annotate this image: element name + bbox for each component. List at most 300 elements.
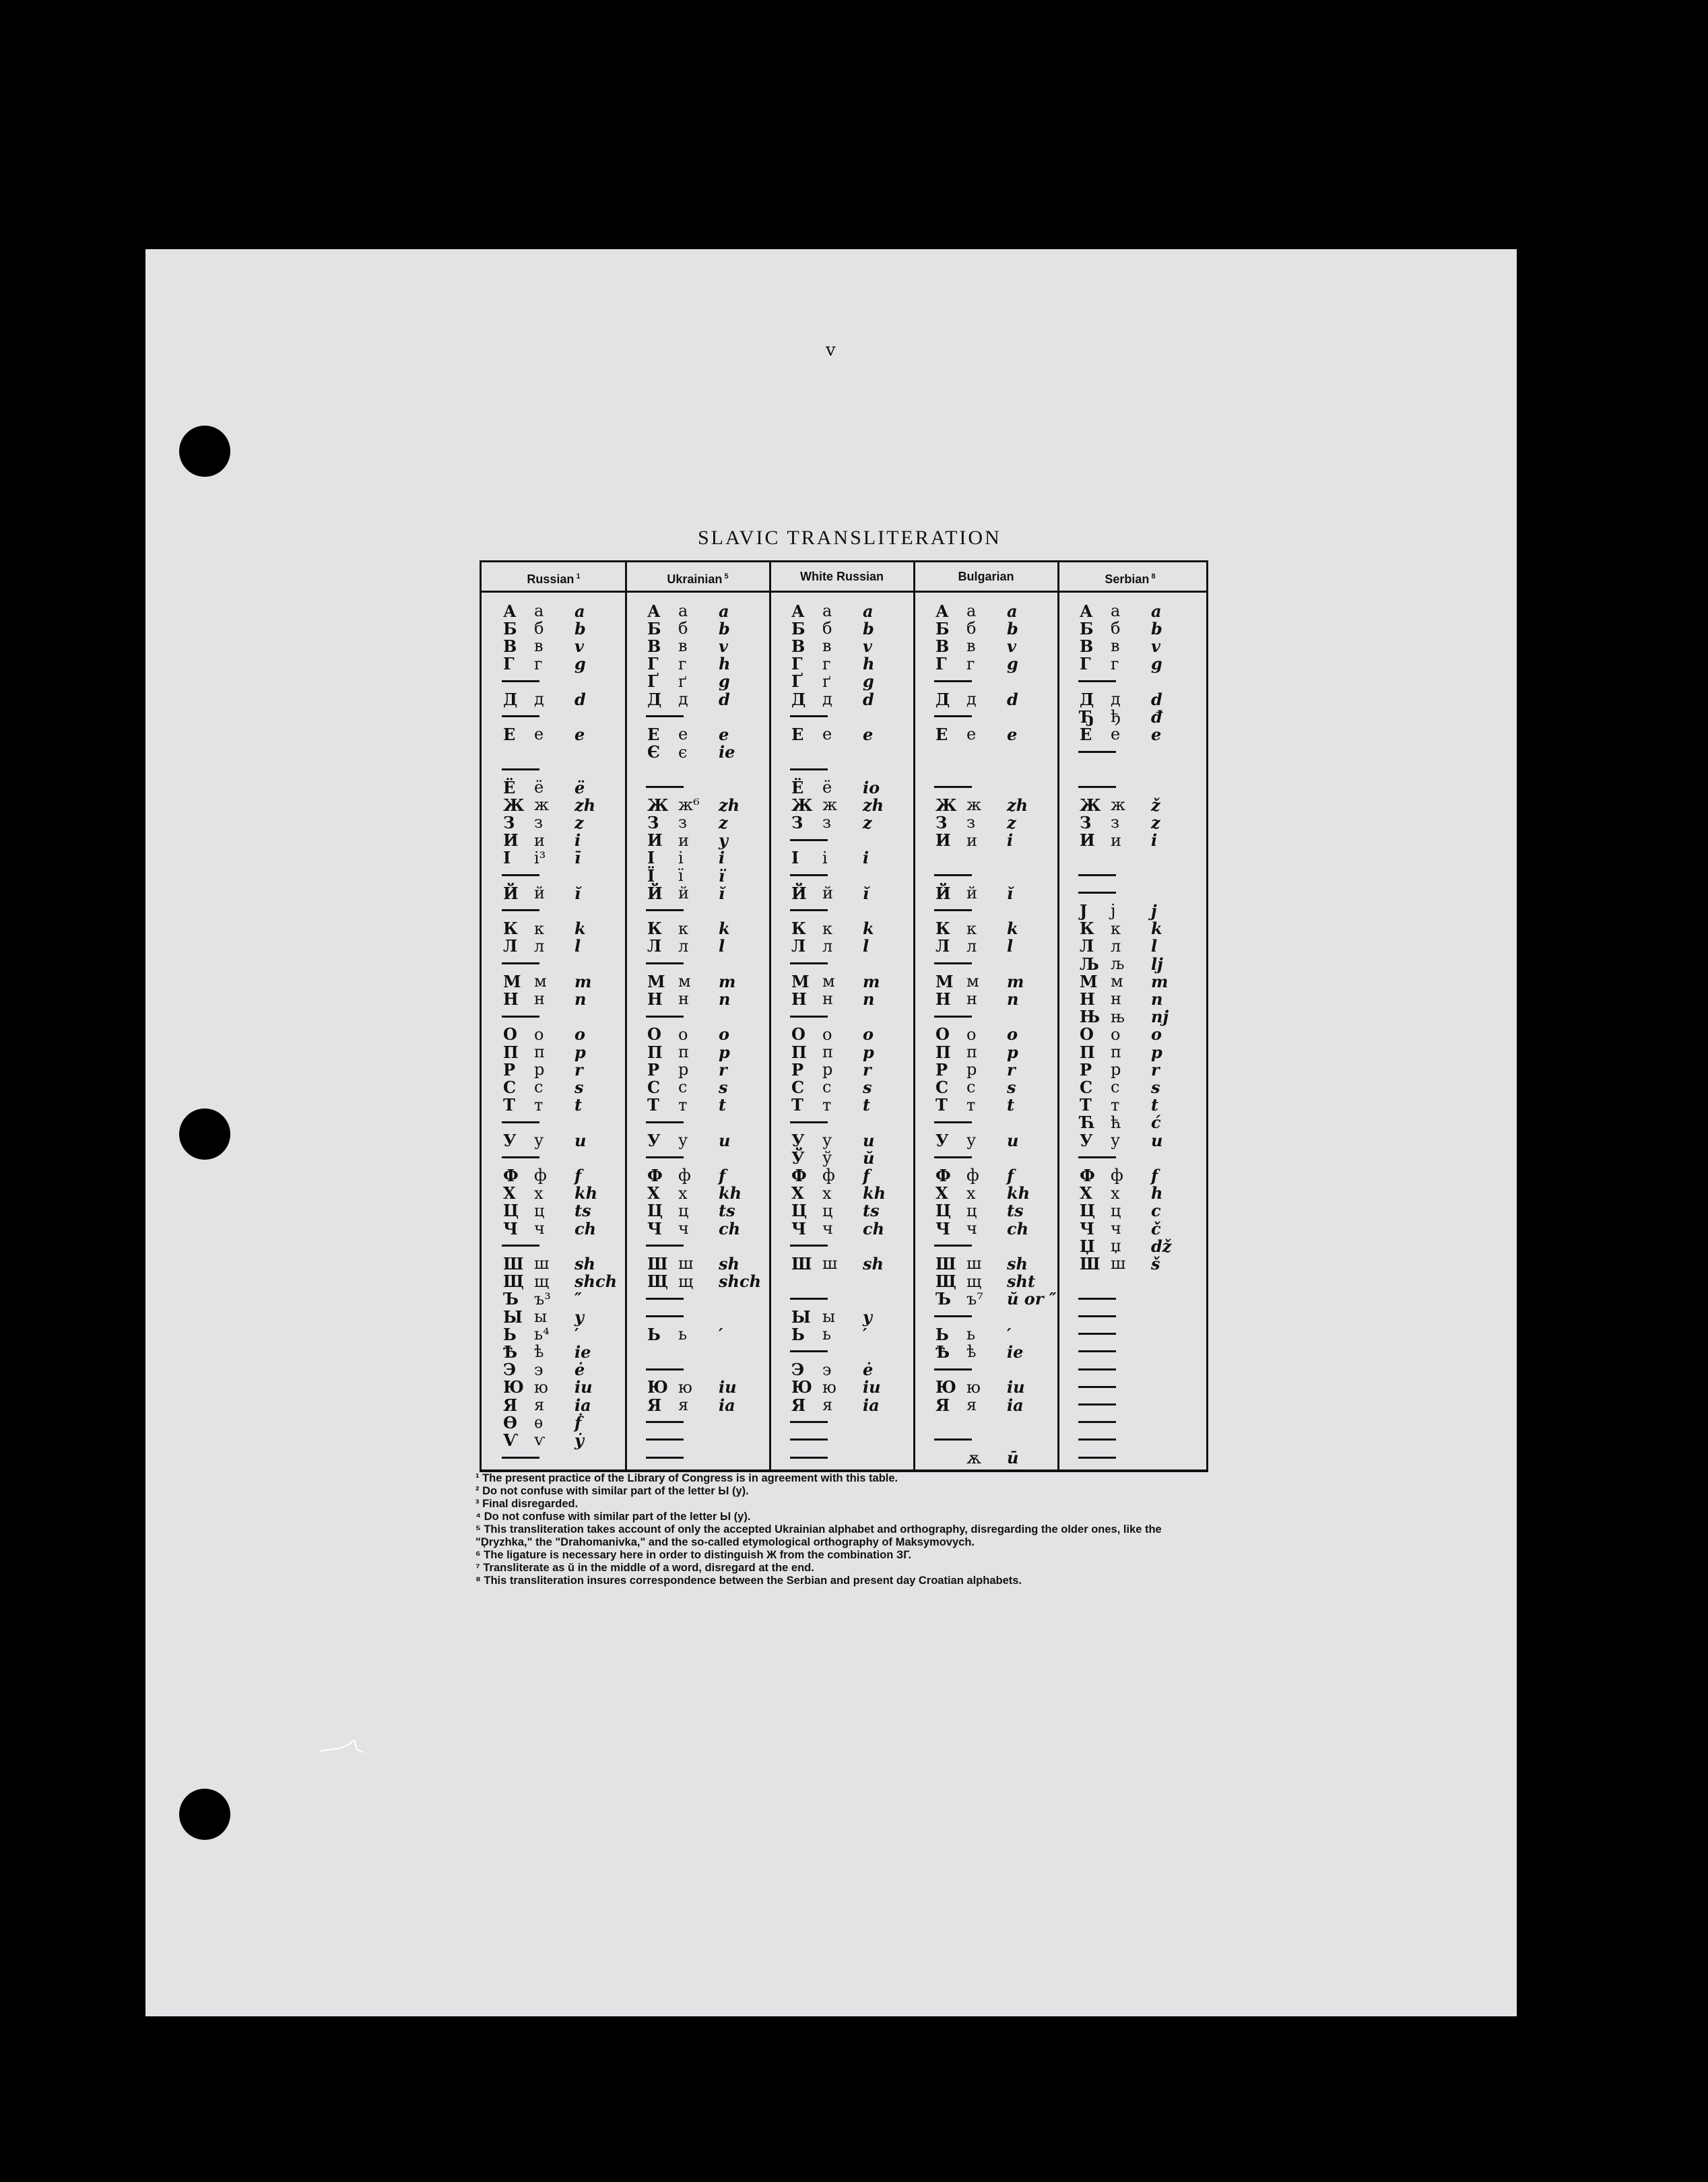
uppercase-letter: Ъ <box>503 1289 519 1309</box>
lowercase-letter: л <box>678 936 689 956</box>
lowercase-letter: ї <box>678 866 684 885</box>
lowercase-letter: о <box>1111 1024 1121 1044</box>
letter-row <box>935 1253 1028 1274</box>
lowercase-letter: ъ⁷ <box>966 1289 983 1309</box>
lowercase-letter: б <box>534 619 544 638</box>
group-separator <box>1078 892 1116 894</box>
uppercase-letter: У <box>647 1130 661 1150</box>
transliteration: u <box>1007 1130 1019 1150</box>
letter-row <box>1080 691 1162 707</box>
uppercase-letter: С <box>647 1077 661 1097</box>
letter-row <box>935 603 1018 619</box>
uppercase-letter: С <box>503 1077 517 1097</box>
group-separator <box>934 1121 972 1123</box>
transliteration: ia <box>719 1395 735 1415</box>
transliteration: ts <box>719 1201 735 1221</box>
lowercase-letter: ц <box>1111 1201 1121 1220</box>
group-separator <box>646 1368 684 1370</box>
uppercase-letter: Ћ <box>1080 1113 1096 1133</box>
uppercase-letter: Ё <box>503 777 516 797</box>
transliteration: b <box>574 618 586 638</box>
group-separator <box>934 1315 972 1317</box>
uppercase-letter: Б <box>647 618 661 638</box>
uppercase-letter: О <box>503 1024 517 1045</box>
letter-row <box>647 797 740 813</box>
transliteration: n <box>719 989 731 1009</box>
letter-row <box>791 814 872 830</box>
group-separator <box>934 1439 972 1441</box>
uppercase-letter: Ц <box>935 1201 952 1221</box>
lowercase-letter: и <box>678 830 689 850</box>
uppercase-letter: К <box>791 919 806 939</box>
transliteration: kh <box>863 1183 886 1203</box>
footnote-ref: 8 <box>1149 572 1156 581</box>
lowercase-letter: м <box>966 972 979 991</box>
lowercase-letter: ю <box>678 1377 692 1397</box>
stray-pen-mark <box>319 1739 366 1754</box>
transliteration: č <box>1151 1218 1161 1238</box>
group-separator <box>502 715 539 717</box>
letter-row <box>1080 603 1162 619</box>
transliteration: sh <box>863 1253 884 1274</box>
letter-row <box>791 850 869 866</box>
uppercase-letter: Ю <box>503 1377 524 1397</box>
letter-row <box>935 1132 1018 1148</box>
group-separator <box>790 839 828 841</box>
transliteration: dž <box>1151 1236 1172 1256</box>
uppercase-letter: И <box>647 830 663 851</box>
transliteration: ï <box>719 865 725 886</box>
lowercase-letter: ѣ <box>534 1342 544 1362</box>
lowercase-letter: а <box>1111 601 1121 620</box>
letter-row <box>503 620 586 636</box>
letter-row <box>503 832 581 849</box>
transliteration: n <box>863 989 875 1009</box>
lowercase-letter: б <box>1111 619 1121 638</box>
transliteration: s <box>863 1077 872 1097</box>
transliteration: z <box>1007 812 1016 832</box>
transliteration: i <box>1007 830 1014 851</box>
group-separator <box>502 1245 539 1247</box>
uppercase-letter: Ч <box>503 1218 518 1238</box>
uppercase-letter: Ч <box>647 1218 662 1238</box>
lowercase-letter: з <box>1111 813 1120 832</box>
transliteration: iu <box>719 1377 737 1397</box>
footnote: ⁶ The ligature is necessary here in order to distinguish Ж from the combination ЗГ. <box>475 1549 912 1561</box>
transliteration: h <box>863 654 875 674</box>
transliteration: lj <box>1151 954 1163 974</box>
uppercase-letter: В <box>1080 636 1094 656</box>
transliteration: m <box>719 971 736 991</box>
letter-row <box>1080 726 1161 742</box>
lowercase-letter: б <box>678 619 688 638</box>
uppercase-letter: Ґ <box>647 671 659 692</box>
lowercase-letter: а <box>678 601 688 620</box>
letter-row <box>503 1271 618 1292</box>
lowercase-letter: ґ <box>822 671 831 691</box>
lowercase-letter: щ <box>534 1271 550 1291</box>
uppercase-letter: Е <box>791 724 804 744</box>
uppercase-letter: Ы <box>503 1307 523 1327</box>
uppercase-letter: З <box>1080 812 1092 832</box>
uppercase-letter: Ц <box>647 1201 663 1221</box>
group-separator <box>646 1156 684 1158</box>
uppercase-letter: М <box>791 971 810 991</box>
letter-row <box>503 603 585 619</box>
lowercase-letter: а <box>966 601 977 620</box>
uppercase-letter: И <box>503 830 519 851</box>
transliteration: iu <box>574 1377 593 1397</box>
transliteration: e <box>719 724 729 744</box>
transliteration: h <box>719 654 731 674</box>
letter-row <box>1080 1238 1171 1254</box>
transliteration: ĭ <box>574 883 581 903</box>
group-separator <box>1078 1333 1116 1335</box>
transliteration: v <box>863 636 872 656</box>
letter-row <box>503 691 586 707</box>
lowercase-letter: и <box>534 830 545 850</box>
uppercase-letter: А <box>935 601 949 621</box>
uppercase-letter: Е <box>1080 724 1092 744</box>
footnote-ref: 5 <box>722 572 729 581</box>
group-separator <box>790 874 828 876</box>
letter-row <box>935 973 1024 989</box>
letter-row <box>647 1026 729 1043</box>
lowercase-letter: я <box>966 1395 977 1414</box>
transliteration: sh <box>574 1253 595 1274</box>
header-rule <box>482 591 1206 593</box>
letter-row <box>647 885 725 901</box>
letter-row <box>791 1150 874 1166</box>
uppercase-letter: Б <box>503 618 517 638</box>
lowercase-letter: у <box>822 1131 832 1150</box>
letter-row <box>503 885 581 901</box>
transliteration: t <box>863 1095 871 1115</box>
lowercase-letter: м <box>1111 972 1123 991</box>
transliteration: p <box>574 1042 586 1062</box>
lowercase-letter: г <box>822 654 831 673</box>
uppercase-letter: Ы <box>791 1307 811 1327</box>
uppercase-letter: С <box>1080 1077 1093 1097</box>
letter-row <box>791 991 874 1007</box>
uppercase-letter: Х <box>503 1183 516 1203</box>
uppercase-letter: Л <box>1080 936 1094 956</box>
letter-row <box>935 1185 1030 1201</box>
transliteration: g <box>574 654 586 674</box>
lowercase-letter: т <box>678 1095 688 1115</box>
transliteration: e <box>863 724 874 744</box>
letter-row <box>1080 902 1157 919</box>
lowercase-letter: ѵ <box>534 1430 546 1450</box>
lowercase-letter: х <box>678 1183 688 1203</box>
lowercase-letter: ю <box>822 1377 836 1397</box>
letter-row <box>935 1097 1014 1113</box>
transliteration: d <box>574 689 586 709</box>
uppercase-letter: М <box>935 971 954 991</box>
transliteration: p <box>1151 1042 1162 1062</box>
lowercase-letter: ђ <box>1111 707 1121 727</box>
transliteration: a <box>1151 601 1162 621</box>
uppercase-letter: В <box>647 636 661 656</box>
lowercase-letter: ј <box>1111 901 1116 921</box>
lowercase-letter: л <box>966 936 977 956</box>
letter-row <box>935 1379 1025 1395</box>
uppercase-letter: Щ <box>647 1271 669 1292</box>
transliteration: n <box>1007 989 1019 1009</box>
uppercase-letter: Я <box>935 1395 950 1415</box>
transliteration: u <box>719 1130 731 1150</box>
letter-row <box>1080 814 1160 830</box>
letter-row <box>1080 1044 1162 1060</box>
letter-row <box>503 1432 584 1448</box>
uppercase-letter: М <box>1080 971 1098 991</box>
group-separator <box>646 909 684 911</box>
letter-row <box>935 1220 1028 1236</box>
lowercase-letter: д <box>966 690 977 708</box>
group-separator <box>790 909 828 911</box>
letter-row <box>503 973 591 989</box>
punch-hole-middle <box>179 1109 230 1160</box>
lowercase-letter: в <box>534 636 544 656</box>
letter-row <box>791 797 884 813</box>
uppercase-letter: А <box>647 601 661 621</box>
column-header-label: Russian <box>527 572 574 586</box>
uppercase-letter: С <box>935 1077 949 1097</box>
transliteration: ë <box>574 777 585 797</box>
uppercase-letter: Й <box>503 883 519 903</box>
group-separator <box>502 874 539 876</box>
uppercase-letter: Ў <box>791 1148 805 1168</box>
uppercase-letter: Х <box>647 1183 660 1203</box>
uppercase-letter: Ё <box>791 777 804 797</box>
transliteration: r <box>1007 1059 1016 1080</box>
lowercase-letter: ћ <box>1111 1113 1121 1132</box>
lowercase-letter: я <box>534 1395 545 1414</box>
lowercase-letter: ч <box>678 1219 689 1238</box>
letter-row <box>503 1291 582 1307</box>
uppercase-letter: Й <box>935 883 951 903</box>
letter-row <box>791 1326 867 1342</box>
transliteration: g <box>1007 654 1018 674</box>
lowercase-letter: і³ <box>534 848 546 867</box>
transliteration: v <box>1151 636 1160 656</box>
letter-row <box>503 1203 591 1219</box>
lowercase-letter: б <box>966 619 977 638</box>
letter-row <box>503 1379 593 1395</box>
group-separator <box>934 909 972 911</box>
group-separator <box>646 1245 684 1247</box>
transliteration: n <box>574 989 587 1009</box>
letter-row <box>791 1061 872 1078</box>
letter-row <box>647 673 730 690</box>
transliteration: m <box>1007 971 1024 991</box>
transliteration: a <box>719 601 729 621</box>
lowercase-letter: ё <box>822 778 832 797</box>
uppercase-letter: У <box>935 1130 949 1150</box>
column-header <box>626 562 770 591</box>
letter-row <box>791 1220 884 1236</box>
transliteration: d <box>1007 689 1018 709</box>
letter-row <box>791 779 880 795</box>
letter-row <box>935 1326 1011 1342</box>
transliteration: ts <box>1007 1201 1024 1221</box>
transliteration: e <box>1007 724 1018 744</box>
page-title: SLAVIC TRANSLITERATION <box>698 527 1001 549</box>
transliteration: o <box>863 1024 874 1045</box>
footnote-ref: 1 <box>574 572 581 581</box>
transliteration: s <box>1007 1077 1016 1097</box>
transliteration: ia <box>863 1395 880 1415</box>
transliteration: v <box>574 636 584 656</box>
group-separator <box>1078 786 1116 788</box>
lowercase-letter: к <box>678 919 688 938</box>
uppercase-letter: П <box>1080 1042 1095 1062</box>
letter-row <box>503 921 586 937</box>
lowercase-letter: е <box>966 725 977 744</box>
uppercase-letter: М <box>503 971 521 991</box>
transliteration: u <box>863 1130 875 1150</box>
letter-row <box>647 1097 726 1113</box>
letter-row <box>791 1167 869 1183</box>
group-separator <box>790 1421 828 1423</box>
letter-row <box>647 1326 723 1342</box>
transliteration: shch <box>719 1271 762 1292</box>
lowercase-letter: й <box>822 884 833 903</box>
letter-row <box>1080 1167 1158 1183</box>
letter-row <box>935 620 1018 636</box>
lowercase-letter: ж⁶ <box>678 795 700 815</box>
letter-row <box>791 1397 880 1413</box>
uppercase-letter: Ґ <box>791 671 803 692</box>
group-separator <box>934 1368 972 1370</box>
letter-row <box>1080 921 1162 937</box>
letter-row <box>935 691 1018 707</box>
uppercase-letter: Ц <box>1080 1201 1096 1221</box>
column-header <box>1058 562 1202 591</box>
transliteration: ĭ <box>1007 883 1014 903</box>
uppercase-letter: Р <box>935 1059 948 1080</box>
lowercase-letter: ь <box>966 1325 976 1344</box>
letter-row <box>647 814 728 830</box>
transliteration: i <box>1151 830 1158 851</box>
uppercase-letter: Г <box>1080 654 1091 674</box>
lowercase-letter: с <box>1111 1078 1120 1097</box>
uppercase-letter: Т <box>503 1095 515 1115</box>
transliteration: g <box>1151 654 1162 674</box>
letter-row <box>1080 1097 1158 1113</box>
lowercase-letter: ш <box>678 1254 694 1274</box>
uppercase-letter: Ю <box>791 1377 812 1397</box>
uppercase-letter: Щ <box>935 1271 957 1292</box>
group-separator <box>934 962 972 964</box>
lowercase-letter: г <box>966 654 975 673</box>
transliteration: v <box>719 636 728 656</box>
uppercase-letter: З <box>647 812 659 832</box>
uppercase-letter: Ц <box>503 1201 519 1221</box>
group-separator <box>1078 1368 1116 1370</box>
lowercase-letter: ш <box>822 1254 838 1274</box>
column-header-label: White Russian <box>799 570 884 583</box>
uppercase-letter: Д <box>1080 689 1094 709</box>
letter-row <box>935 814 1016 830</box>
lowercase-letter: ь⁴ <box>534 1325 550 1344</box>
lowercase-letter: в <box>822 636 832 656</box>
uppercase-letter: П <box>503 1042 519 1062</box>
lowercase-letter: т <box>534 1095 544 1115</box>
letter-row <box>791 638 872 654</box>
uppercase-letter: Л <box>647 936 662 956</box>
lowercase-letter: щ <box>678 1271 694 1291</box>
uppercase-letter: А <box>503 601 517 621</box>
uppercase-letter: Г <box>647 654 659 674</box>
lowercase-letter: я <box>822 1395 833 1414</box>
lowercase-letter: р <box>1111 1060 1121 1080</box>
lowercase-letter: н <box>678 989 689 1009</box>
letter-row <box>935 1397 1024 1413</box>
transliteration: r <box>719 1059 727 1080</box>
lowercase-letter: і <box>822 848 828 867</box>
transliteration: o <box>1151 1024 1162 1045</box>
lowercase-letter: ш <box>1111 1254 1126 1274</box>
uppercase-letter: Ф <box>647 1165 663 1185</box>
letter-row <box>503 1309 584 1325</box>
letter-row <box>503 991 586 1007</box>
transliteration: f <box>719 1165 726 1185</box>
letter-row <box>935 1167 1014 1183</box>
letter-row <box>1080 1079 1160 1095</box>
lowercase-letter: ч <box>534 1219 545 1238</box>
lowercase-letter: ц <box>966 1201 977 1220</box>
letter-row <box>1080 708 1162 725</box>
group-separator <box>502 1016 539 1018</box>
lowercase-letter: м <box>822 972 835 991</box>
group-separator <box>934 874 972 876</box>
group-separator <box>934 680 972 682</box>
page-number: v <box>826 340 836 360</box>
letter-row <box>791 1044 874 1060</box>
group-separator <box>646 786 684 788</box>
transliteration: p <box>863 1042 874 1062</box>
uppercase-letter: Ь <box>503 1324 517 1344</box>
lowercase-letter: з <box>534 813 544 832</box>
transliteration: kh <box>1007 1183 1030 1203</box>
letter-row <box>647 921 730 937</box>
lowercase-letter: ж <box>534 795 550 815</box>
transliteration: iu <box>1007 1377 1025 1397</box>
uppercase-letter: Х <box>935 1183 948 1203</box>
transliteration: l <box>1007 936 1014 956</box>
letter-row <box>935 938 1013 954</box>
lowercase-letter: і <box>678 848 684 867</box>
lowercase-letter: ю <box>534 1377 548 1397</box>
uppercase-letter: Њ <box>1080 1007 1101 1027</box>
group-separator <box>646 1121 684 1123</box>
lowercase-letter: ж <box>822 795 838 815</box>
footnote: ⁵ This transliteration takes account of only the accepted Ukrainian alphabet and orthography, disregarding the older ones, like the "Ḑryzhka," the "Drahomanivka," and the so-called etymological orthography of Maksymovych. <box>475 1523 1162 1548</box>
group-separator <box>502 1457 539 1459</box>
uppercase-letter: В <box>791 636 806 656</box>
lowercase-letter: ш <box>966 1254 982 1274</box>
letter-row <box>935 726 1017 742</box>
transliteration: p <box>719 1042 730 1062</box>
transliteration: sh <box>1007 1253 1028 1274</box>
group-separator <box>790 1016 828 1018</box>
transliteration: z <box>1151 812 1160 832</box>
group-separator <box>790 1245 828 1247</box>
uppercase-letter: Я <box>647 1395 662 1415</box>
uppercase-letter: Л <box>935 936 950 956</box>
lowercase-letter: а <box>534 601 544 620</box>
